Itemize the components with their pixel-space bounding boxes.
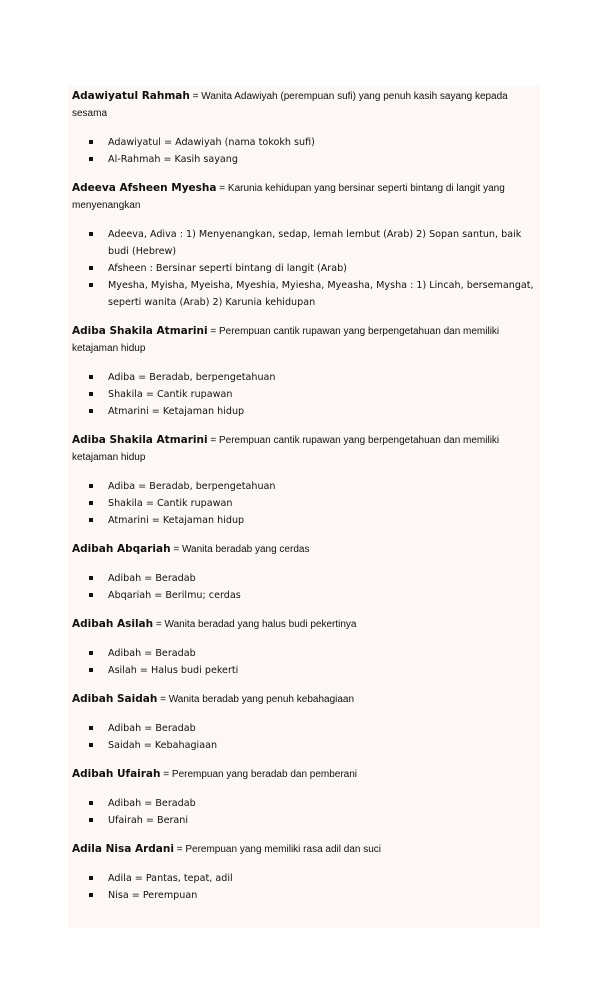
- bullet-icon: [89, 801, 93, 805]
- name-part-list: [72, 478, 540, 529]
- entry-heading: [72, 841, 540, 858]
- name-entry: [72, 323, 540, 420]
- name-entry: [72, 180, 540, 311]
- bullet-icon: [89, 266, 93, 270]
- name-part-text: Adibah = Beradab: [108, 798, 196, 809]
- name-part-text: Myesha, Myisha, Myeisha, Myeshia, Myiesha, Myeasha, Mysha : 1) Lincah, bersemangat, seperti wanita (Arab) 2) Karunia kehidupan: [108, 280, 534, 308]
- entry-description: = Perempuan yang memiliki rasa adil dan suci: [173, 844, 381, 855]
- name-part-text: Abqariah = Berilmu; cerdas: [108, 590, 241, 601]
- list-item: [72, 226, 540, 260]
- name-entry: [72, 766, 540, 829]
- entry-name: Adibah Ufairah: [72, 768, 161, 780]
- name-part-text: Atmarini = Ketajaman hidup: [108, 515, 245, 526]
- list-item: [72, 478, 540, 495]
- bullet-icon: [89, 651, 93, 655]
- list-item: [72, 870, 540, 887]
- name-entry: [72, 541, 540, 604]
- entry-name: Adawiyatul Rahmah: [72, 90, 190, 102]
- name-part-list: [72, 570, 540, 604]
- list-item: [72, 495, 540, 512]
- name-entry: [72, 841, 540, 904]
- name-part-text: Adila = Pantas, tepat, adil: [108, 873, 233, 884]
- name-part-text: Ufairah = Berani: [108, 815, 189, 826]
- list-item: [72, 386, 540, 403]
- name-part-text: Asilah = Halus budi pekerti: [108, 665, 239, 676]
- name-part-list: [72, 870, 540, 904]
- list-item: [72, 887, 540, 904]
- name-part-list: [72, 226, 540, 311]
- entry-heading: [72, 432, 540, 466]
- name-part-text: Adibah = Beradab: [108, 648, 196, 659]
- name-entry: [72, 616, 540, 679]
- name-part-text: Adiba = Beradab, berpengetahuan: [108, 372, 276, 383]
- bullet-icon: [89, 876, 93, 880]
- name-part-list: [72, 134, 540, 168]
- entry-name: Adibah Abqariah: [72, 543, 171, 555]
- list-item: [72, 260, 540, 277]
- bullet-icon: [89, 392, 93, 396]
- entry-description: = Wanita beradad yang halus budi pekertinya: [153, 619, 357, 630]
- list-item: [72, 587, 540, 604]
- name-entry: [72, 88, 540, 168]
- entry-heading: [72, 541, 540, 558]
- list-item: [72, 134, 540, 151]
- list-item: [72, 812, 540, 829]
- entry-heading: [72, 180, 540, 214]
- bullet-icon: [89, 726, 93, 730]
- name-part-text: Shakila = Cantik rupawan: [108, 498, 233, 509]
- bullet-icon: [89, 484, 93, 488]
- list-item: [72, 369, 540, 386]
- entry-description: = Wanita beradab yang cerdas: [170, 544, 310, 555]
- bullet-icon: [89, 501, 93, 505]
- name-entry: [72, 691, 540, 754]
- list-item: [72, 795, 540, 812]
- bullet-icon: [89, 593, 93, 597]
- name-list-document: [68, 86, 540, 928]
- name-part-list: [72, 720, 540, 754]
- list-item: [72, 512, 540, 529]
- name-entry: [72, 432, 540, 529]
- bullet-icon: [89, 232, 93, 236]
- entry-name: Adeeva Afsheen Myesha: [72, 182, 217, 194]
- list-item: [72, 403, 540, 420]
- name-part-text: Al-Rahmah = Kasih sayang: [108, 154, 238, 165]
- name-part-list: [72, 645, 540, 679]
- entry-description: = Perempuan yang beradab dan pemberani: [160, 769, 358, 780]
- entry-description: = Perempuan cantik rupawan yang berpengetahuan dan memiliki ketajaman hidup: [72, 326, 500, 354]
- name-part-text: Adibah = Beradab: [108, 723, 196, 734]
- bullet-icon: [89, 283, 93, 287]
- list-item: [72, 277, 540, 311]
- name-part-list: [72, 795, 540, 829]
- list-item: [72, 151, 540, 168]
- entry-heading: [72, 691, 540, 708]
- list-item: [72, 570, 540, 587]
- name-part-text: Atmarini = Ketajaman hidup: [108, 406, 245, 417]
- list-item: [72, 645, 540, 662]
- name-part-text: Shakila = Cantik rupawan: [108, 389, 233, 400]
- bullet-icon: [89, 893, 93, 897]
- list-item: [72, 737, 540, 754]
- entry-name: Adibah Saidah: [72, 693, 158, 705]
- bullet-icon: [89, 375, 93, 379]
- name-part-text: Adiba = Beradab, berpengetahuan: [108, 481, 276, 492]
- bullet-icon: [89, 409, 93, 413]
- name-part-text: Afsheen : Bersinar seperti bintang di langit (Arab): [108, 263, 347, 274]
- entry-name: Adiba Shakila Atmarini: [72, 325, 208, 337]
- entry-heading: [72, 323, 540, 357]
- name-part-list: [72, 369, 540, 420]
- entry-description: = Karunia kehidupan yang bersinar seperti bintang di langit yang menyenangkan: [72, 183, 505, 211]
- bullet-icon: [89, 518, 93, 522]
- bullet-icon: [89, 818, 93, 822]
- bullet-icon: [89, 668, 93, 672]
- entry-description: = Wanita beradab yang penuh kebahagiaan: [157, 694, 355, 705]
- bullet-icon: [89, 157, 93, 161]
- name-part-text: Adeeva, Adiva : 1) Menyenangkan, sedap, lemah lembut (Arab) 2) Sopan santun, baik budi (Hebrew): [108, 229, 522, 257]
- entry-name: Adibah Asilah: [72, 618, 154, 630]
- name-part-text: Nisa = Perempuan: [108, 890, 198, 901]
- entry-heading: [72, 766, 540, 783]
- entry-heading: [72, 616, 540, 633]
- name-part-text: Adibah = Beradab: [108, 573, 196, 584]
- bullet-icon: [89, 576, 93, 580]
- name-part-text: Saidah = Kebahagiaan: [108, 740, 218, 751]
- entry-name: Adiba Shakila Atmarini: [72, 434, 208, 446]
- entry-description: = Wanita Adawiyah (perempuan sufi) yang penuh kasih sayang kepada sesama: [72, 91, 508, 119]
- entry-description: = Perempuan cantik rupawan yang berpengetahuan dan memiliki ketajaman hidup: [72, 435, 500, 463]
- list-item: [72, 662, 540, 679]
- bullet-icon: [89, 140, 93, 144]
- entry-name: Adila Nisa Ardani: [72, 843, 174, 855]
- list-item: [72, 720, 540, 737]
- entry-heading: [72, 88, 540, 122]
- bullet-icon: [89, 743, 93, 747]
- name-part-text: Adawiyatul = Adawiyah (nama tokokh sufi): [108, 137, 315, 148]
